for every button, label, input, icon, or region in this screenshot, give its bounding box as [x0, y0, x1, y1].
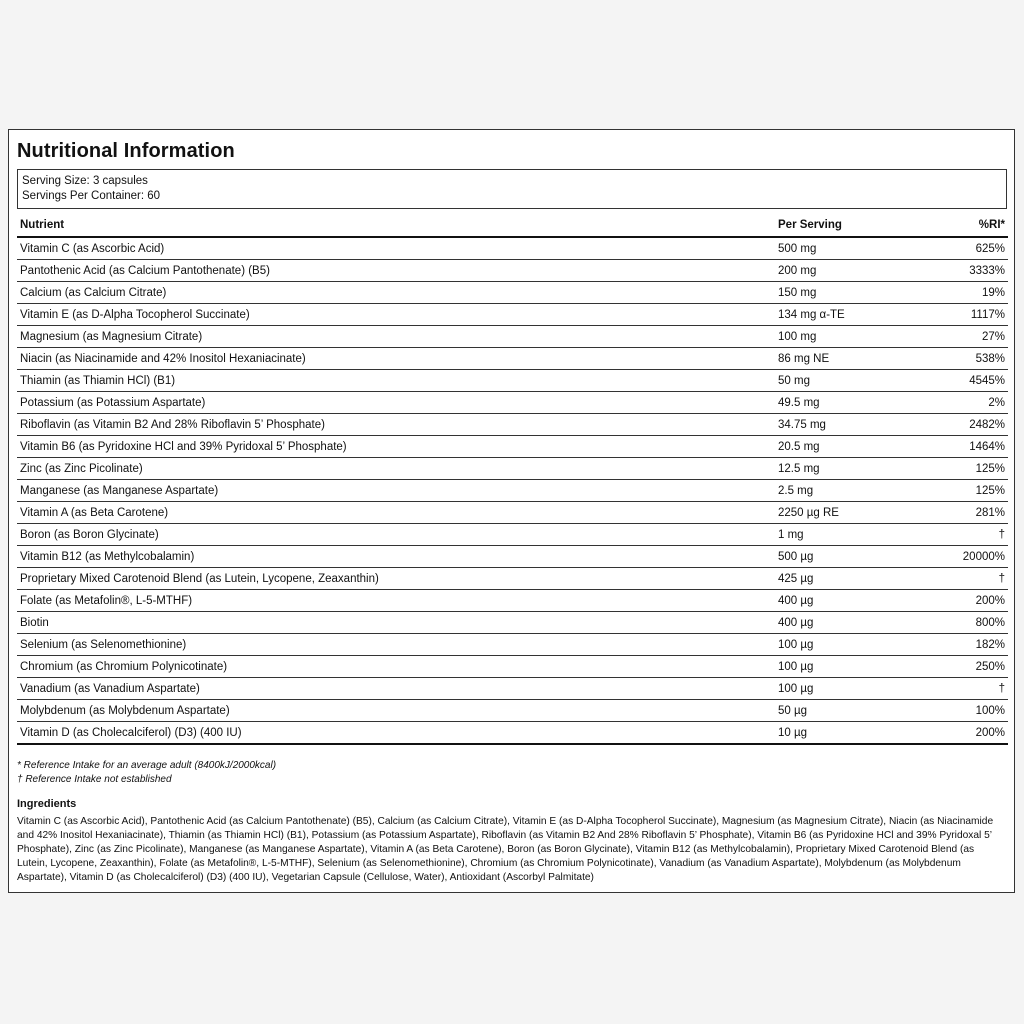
- table-row: [17, 612, 1008, 634]
- nutrient-name-cell: Magnesium (as Magnesium Citrate): [17, 326, 775, 348]
- per-serving-cell: 500 mg: [775, 237, 931, 260]
- per-serving-cell: 134 mg α-TE: [775, 304, 931, 326]
- ri-percent-cell: 800%: [931, 612, 1008, 634]
- nutrient-name-cell: Vitamin B12 (as Methylcobalamin): [17, 546, 775, 568]
- nutrient-name-cell: Proprietary Mixed Carotenoid Blend (as Lutein, Lycopene, Zeaxanthin): [17, 568, 775, 590]
- per-serving-cell: 200 mg: [775, 260, 931, 282]
- per-serving-cell: 10 µg: [775, 722, 931, 745]
- ri-percent-cell: 1117%: [931, 304, 1008, 326]
- table-row: [17, 678, 1008, 700]
- per-serving-cell: 400 µg: [775, 590, 931, 612]
- nutrient-name-cell: Vitamin C (as Ascorbic Acid): [17, 237, 775, 260]
- ri-percent-cell: 19%: [931, 282, 1008, 304]
- ri-percent-cell: 3333%: [931, 260, 1008, 282]
- ri-percent-cell: 2%: [931, 392, 1008, 414]
- ri-percent-cell: 27%: [931, 326, 1008, 348]
- ri-percent-cell: 2482%: [931, 414, 1008, 436]
- per-serving-cell: 100 µg: [775, 634, 931, 656]
- table-row: [17, 524, 1008, 546]
- nutrient-name-cell: Vanadium (as Vanadium Aspartate): [17, 678, 775, 700]
- table-row: [17, 304, 1008, 326]
- nutrient-table-body: [17, 237, 1008, 744]
- nutrient-name-cell: Folate (as Metafolin®, L-5-MTHF): [17, 590, 775, 612]
- nutrient-name-cell: Niacin (as Niacinamide and 42% Inositol Hexaniacinate): [17, 348, 775, 370]
- nutrient-name-cell: Selenium (as Selenomethionine): [17, 634, 775, 656]
- ri-percent-cell: 200%: [931, 590, 1008, 612]
- header-per-serving: Per Serving: [775, 214, 931, 237]
- nutrient-name-cell: Zinc (as Zinc Picolinate): [17, 458, 775, 480]
- table-row: [17, 568, 1008, 590]
- table-row: [17, 590, 1008, 612]
- ri-percent-cell: 1464%: [931, 436, 1008, 458]
- nutrient-name-cell: Vitamin D (as Cholecalciferol) (D3) (400 IU): [17, 722, 775, 745]
- per-serving-cell: 100 µg: [775, 678, 931, 700]
- table-row: [17, 237, 1008, 260]
- per-serving-cell: 12.5 mg: [775, 458, 931, 480]
- ri-percent-cell: †: [931, 568, 1008, 590]
- nutrition-panel: [8, 129, 1015, 893]
- nutrient-table: [17, 214, 1008, 745]
- per-serving-cell: 2.5 mg: [775, 480, 931, 502]
- serving-size: Serving Size: 3 capsules: [22, 175, 148, 187]
- per-serving-cell: 50 mg: [775, 370, 931, 392]
- nutrient-name-cell: Riboflavin (as Vitamin B2 And 28% Riboflavin 5’ Phosphate): [17, 414, 775, 436]
- servings-per-container: Servings Per Container: 60: [22, 190, 161, 202]
- table-header-row: [17, 214, 1008, 237]
- page-title: Nutritional Information: [17, 140, 235, 162]
- nutrient-name-cell: Chromium (as Chromium Polynicotinate): [17, 656, 775, 678]
- serving-info-box: [17, 169, 1007, 209]
- ri-percent-cell: 281%: [931, 502, 1008, 524]
- per-serving-cell: 100 mg: [775, 326, 931, 348]
- ri-percent-cell: 200%: [931, 722, 1008, 745]
- table-row: [17, 700, 1008, 722]
- nutrient-name-cell: Vitamin B6 (as Pyridoxine HCl and 39% Pyridoxal 5’ Phosphate): [17, 436, 775, 458]
- per-serving-cell: 425 µg: [775, 568, 931, 590]
- table-row: [17, 634, 1008, 656]
- table-row: [17, 502, 1008, 524]
- ingredients-title: Ingredients: [17, 798, 77, 810]
- per-serving-cell: 49.5 mg: [775, 392, 931, 414]
- ri-percent-cell: 100%: [931, 700, 1008, 722]
- nutrient-name-cell: Molybdenum (as Molybdenum Aspartate): [17, 700, 775, 722]
- table-row: [17, 414, 1008, 436]
- table-row: [17, 480, 1008, 502]
- nutrient-name-cell: Pantothenic Acid (as Calcium Pantothenate) (B5): [17, 260, 775, 282]
- nutrient-name-cell: Vitamin E (as D-Alpha Tocopherol Succinate): [17, 304, 775, 326]
- table-row: [17, 370, 1008, 392]
- nutrient-name-cell: Boron (as Boron Glycinate): [17, 524, 775, 546]
- footnote-not-established: † Reference Intake not established: [17, 774, 172, 785]
- ri-percent-cell: 20000%: [931, 546, 1008, 568]
- table-row: [17, 656, 1008, 678]
- ri-percent-cell: †: [931, 524, 1008, 546]
- ri-percent-cell: 182%: [931, 634, 1008, 656]
- per-serving-cell: 400 µg: [775, 612, 931, 634]
- per-serving-cell: 1 mg: [775, 524, 931, 546]
- nutrient-name-cell: Manganese (as Manganese Aspartate): [17, 480, 775, 502]
- per-serving-cell: 2250 µg RE: [775, 502, 931, 524]
- table-row: [17, 392, 1008, 414]
- table-row: [17, 546, 1008, 568]
- header-ri: %RI*: [931, 214, 1008, 237]
- per-serving-cell: 86 mg NE: [775, 348, 931, 370]
- ri-percent-cell: 538%: [931, 348, 1008, 370]
- per-serving-cell: 500 µg: [775, 546, 931, 568]
- ri-percent-cell: 250%: [931, 656, 1008, 678]
- table-row: [17, 348, 1008, 370]
- table-row: [17, 282, 1008, 304]
- table-row: [17, 722, 1008, 745]
- per-serving-cell: 150 mg: [775, 282, 931, 304]
- per-serving-cell: 50 µg: [775, 700, 931, 722]
- footnotes: [17, 759, 276, 787]
- per-serving-cell: 34.75 mg: [775, 414, 931, 436]
- per-serving-cell: 100 µg: [775, 656, 931, 678]
- nutrient-table-container: [17, 214, 1008, 745]
- table-row: [17, 436, 1008, 458]
- ri-percent-cell: 4545%: [931, 370, 1008, 392]
- nutrient-name-cell: Vitamin A (as Beta Carotene): [17, 502, 775, 524]
- table-row: [17, 458, 1008, 480]
- ingredients-text: Vitamin C (as Ascorbic Acid), Pantothenic Acid (as Calcium Pantothenate) (B5), Calcium (as Calcium Citrate), Vitamin E (as D-Alpha Tocopherol Succinate), Magnesium (as Magnesium Citrate), Niacin (as Niacinamide and 42% Inositol Hexaniacinate), Thiamin (as Thiamin HCl) (B1), Potassium (as Potassium Aspartate), Riboflavin (as Vitamin B2 And 28% Riboflavin 5’ Phosphate), Vitamin B6 (as Pyridoxine HCl and 39% Pyridoxal 5’ Phosphate), Zinc (as Zinc Picolinate), Manganese (as Manganese Aspartate), Vitamin A (as Beta Carotene), Boron (as Boron Glycinate), Vitamin B12 (as Methylcobalamin), Proprietary Mixed Carotenoid Blend (as Lutein, Lycopene, Zeaxanthin), Folate (as Metafolin®, L-5-MTHF), Selenium (as Selenomethionine), Chromium (as Chromium Polynicotinate), Vanadium (as Vanadium Aspartate), Molybdenum (as Molybdenum Aspartate), Vitamin D (as Cholecalciferol) (D3) (400 IU), Vegetarian Capsule (Cellulose, Water), Antioxidant (Ascorbyl Palmitate): [17, 816, 994, 883]
- ri-percent-cell: 625%: [931, 237, 1008, 260]
- header-nutrient: Nutrient: [17, 214, 775, 237]
- table-row: [17, 260, 1008, 282]
- nutrient-name-cell: Thiamin (as Thiamin HCl) (B1): [17, 370, 775, 392]
- ri-percent-cell: 125%: [931, 480, 1008, 502]
- table-row: [17, 326, 1008, 348]
- per-serving-cell: 20.5 mg: [775, 436, 931, 458]
- ri-percent-cell: †: [931, 678, 1008, 700]
- footnote-reference-intake: * Reference Intake for an average adult (8400kJ/2000kcal): [17, 760, 277, 771]
- nutrient-name-cell: Biotin: [17, 612, 775, 634]
- nutrient-name-cell: Potassium (as Potassium Aspartate): [17, 392, 775, 414]
- nutrient-name-cell: Calcium (as Calcium Citrate): [17, 282, 775, 304]
- ri-percent-cell: 125%: [931, 458, 1008, 480]
